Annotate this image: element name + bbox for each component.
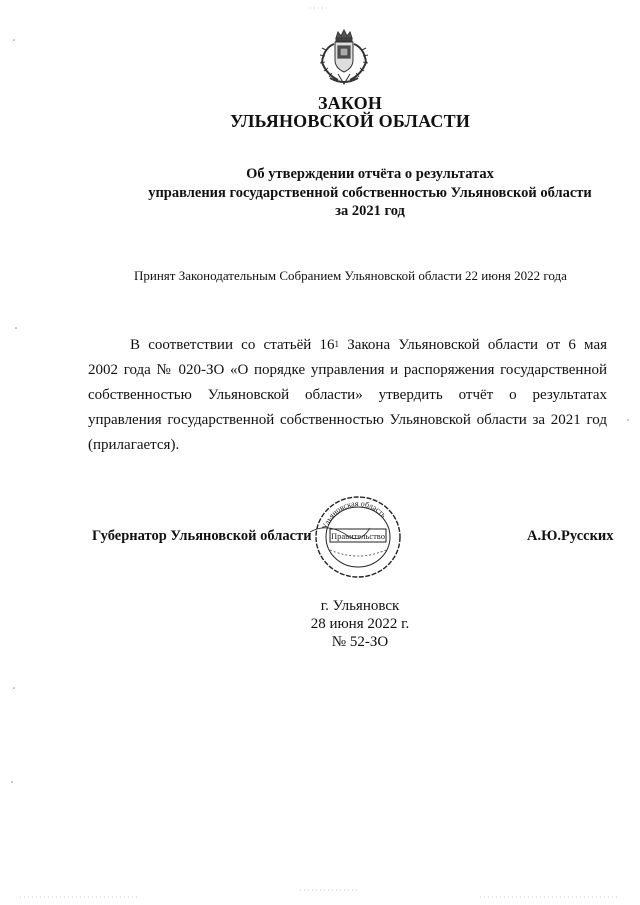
body-line-5: (прилагается).: [88, 437, 180, 453]
body-line-1-a: В соответствии со статьёй 16: [130, 337, 335, 353]
issue-city: г. Ульяновск: [320, 598, 400, 614]
body-line-3: собственностью Ульяновской области» утвердить отчёт о результатах: [88, 387, 607, 403]
body-line-4: управления государственной собственностью Ульяновской области за 2021 год: [88, 412, 607, 428]
official-seal-stamp: [308, 492, 408, 582]
body-line-2: 2002 года № 020-ЗО «О порядке управления и распоряжения государственной: [88, 362, 607, 378]
signatory-title: Губернатор Ульяновской области: [92, 528, 312, 544]
title-line-1: Об утверждении отчёта о результатах: [246, 166, 494, 182]
body-paragraph: [88, 333, 607, 458]
title-line-2: управления государственной собственностью Ульяновской области: [148, 185, 592, 201]
coat-of-arms-icon: [316, 28, 372, 86]
document-type-heading: ЗАКОН: [317, 93, 383, 113]
seal-center-text: Правительство: [330, 531, 386, 541]
title-line-3: за 2021 год: [335, 203, 405, 219]
signatory-name: А.Ю.Русских: [527, 528, 614, 544]
article-superscript: 1: [334, 339, 340, 349]
svg-text:Ульяновская область: [320, 499, 388, 531]
body-line-1-b: Закона Ульяновской области от 6 мая: [339, 337, 607, 353]
law-number: № 52-ЗО: [331, 634, 389, 650]
region-heading: УЛЬЯНОВСКОЙ ОБЛАСТИ: [229, 111, 471, 131]
issue-date: 28 июня 2022 г.: [310, 616, 410, 632]
adoption-note: Принят Законодательным Собранием Ульяновской области 22 июня 2022 года: [134, 268, 567, 283]
seal-arc-text: Ульяновская область: [320, 498, 389, 531]
body-line-1: [88, 333, 607, 358]
